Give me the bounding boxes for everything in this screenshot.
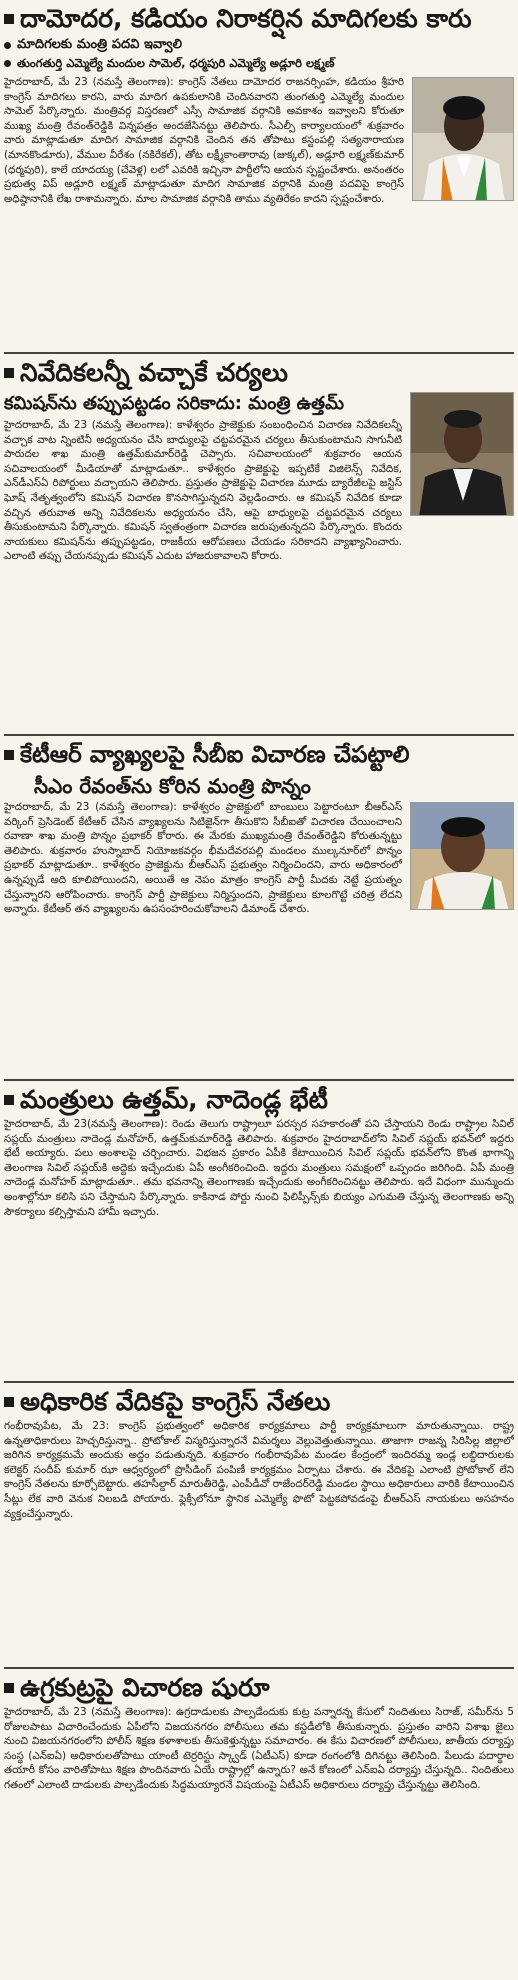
article-ministers-meet <box>4 1081 514 1383</box>
article-headline: అధికారిక వేదికపై కాంగ్రెస్ నేతలు <box>4 1383 514 1419</box>
article-subheading: మాదిగలకు మంత్రి పదవి ఇవ్వాలి <box>4 36 514 54</box>
square-bullet-icon <box>4 1397 14 1407</box>
minister-photo <box>410 392 514 516</box>
square-bullet-icon <box>4 1683 14 1693</box>
article-headline: నివేదికలన్నీ వచ్చాకే చర్యలు <box>4 354 514 390</box>
article-body: హైదరాబాద్, మే 23 (నమస్తే తెలంగాణ): కాళేశ్వరం ప్రాజెక్టులో బాంబులు పెట్టారంటూ బీఆర్‌ఎస్ వర్కింగ్ ప్రెసిడెంట్ కేటీఆర్ చేసిన వ్యాఖ్యలను సిటిజైన్‌గా తీసుకొని సీబీఐతో విచారణ చేయించాలని రవాణా శాఖ మంత్రి పొన్నం ప్రభాకర్ కోరారు. ఈ మేరకు ముఖ్యమంత్రి రేవంత్‌రెడ్డిని కోరుతున్నట్టు తెలిపారు. శుక్రవారం హుస్నాబాద్ నియోజకవర్గం భీమదేవరపల్లి మండలం ముల్కనూర్‌లో పొన్నం ప్రభాకర్ మాట్లాడుతూ.. కాళేశ్వరం ప్రాజెక్టును బీఆర్‌ఎస్ ప్రభుత్వం నిర్మించిందని, వారు అధికారంలో ఉన్నప్పుడే అది కూలిపోయిందని, అయితే ఆ నెపం మాత్రం కాంగ్రెస్ పార్టీ మీదకు నెట్టే ప్రయత్నం చేస్తున్నారని ఆరోపించారు. కాంగ్రెస్ పార్టీ ప్రాజెక్టులు నిర్మిస్తుందని, ప్రాజెక్టులు కూలగొట్టే చరిత్ర లేదని అన్నారు. కేటీఆర్ తన వ్యాఖ్యలను ఉపసంహరించుకోవాలని డిమాండ్ చేశారు. <box>4 801 402 916</box>
square-bullet-icon <box>4 1095 14 1105</box>
article-body: హైదరాబాద్, మే 23 (నమస్తే తెలంగాణ): కాంగ్రెస్ నేతలు దామోదర రాజనర్సింహ, కడియం శ్రీహరి కాంగ్రెస్ మాదిగలు కారని, వారు మాదిగ ఉపకులానికి చెందినవారని తుంగతుర్తి ఎమ్మెల్యే మందుల సామెల్ పేర్కొన్నారు. మంత్రివర్గ విస్తరణలో ఎస్సీ సామాజిక వర్గానికి అవకాశం ఇవ్వాలని కోరుతూ ముఖ్య మంత్రి రేవంత్‌రెడ్డికి విన్నపత్రం అందజేసినట్టు తెలిపారు. సీఎల్పీ కార్యాలయంలో శుక్రవారం వారు మాట్లాడుతూ మాదిగ సామాజిక వర్గానికి చెందిన తన తోపాటు కస్టంపల్లి సత్యనారాయణ (మానకొండూరు), వేముల వీరేశం (నకిరేకల్), తోట లక్ష్మీకాంతారావు (జుక్కల్), అడ్లూరి లక్ష్మణ్‌కుమార్ (ధర్మపురి), కాలే యాదయ్య (చేవెళ్ల) లలో ఎవరికి ఇచ్చినా పార్టీలోని ఆయన స్పష్టంచేశారు. అనంతరం ప్రభుత్వ విప్ అడ్లూరి లక్ష్మణ్ మాట్లాడుతూ మాదిగ సామాజిక వర్గానికి మంత్రి పదవిపై కాంగ్రెస్ అధిష్ఠానానికి లేఖ రాశామన్నారు. మాల సామాజిక వర్గానికి తాము వ్యతిరేకం కాదని స్పష్టంచేశారు. <box>4 76 404 205</box>
article-terror-probe <box>4 1669 514 1969</box>
article-subheading: కమిషన్‌ను తప్పుపట్టడం సరికాదు: మంత్రి ఉత్తమ్ <box>4 393 345 414</box>
article-cbi <box>4 736 514 1081</box>
square-bullet-icon <box>4 750 14 760</box>
article-subheading: సీఎం రేవంత్‌ను కోరిన మంత్రి పొన్నం <box>34 774 311 798</box>
square-bullet-icon <box>4 368 14 378</box>
article-headline: ఉగ్రకుట్రపై విచారణ షురూ <box>4 1669 514 1705</box>
dot-bullet-icon <box>4 42 11 49</box>
article-headline: కేటీఆర్ వ్యాఖ్యలపై సీబీఐ విచారణ చేపట్టాలి <box>4 736 514 772</box>
article-commission <box>4 354 514 736</box>
square-bullet-icon <box>4 14 14 24</box>
article-headline: మంత్రులు ఉత్తమ్, నాదెండ్ల భేటీ <box>4 1081 514 1117</box>
article-subheading: తుంగతుర్తి ఎమ్మెల్యే మందుల సామెల్, ధర్మపురి ఎమ్మెల్యే అడ్లూరి లక్ష్మణ్ <box>4 54 514 72</box>
article-body: హైదరాబాద్, మే 23 (నమస్తే తెలంగాణ): ఉగ్రదాడులకు పాల్పడేందుకు కుట్ర పన్నారన్న కేసులో నిందితులు సిరాజ్, సమీర్‌ను 5 రోజులపాటు విచారించేందుకు ఏపీలోని విజయనగరం పోలీసులు తమ కస్టడీలోకి తీసుకున్నారు. ప్రస్తుతం వారిని విశాఖ జైలు నుంచి విజయనగరంలోని పోలీస్ శిక్షణ కళాశాలకు తీసుకెళ్తున్నట్టు సమాచారం. ఈ కేసు విచారణలో పోలీసులు, జాతీయ దర్యాప్తు సంస్థ (ఎన్‌ఐఏ) అధికారులతోపాటు యాంటీ టెర్రరిస్టు స్క్వాడ్ (ఏటీఎస్) కూడా రంగంలోకి దిగినట్టు తెలిసింది. పేలుడు పదార్థాల తయారీ కోసం వారితోపాటు శిక్షణ పొందినవారు ఏయే రాష్ట్రాల్లో ఉన్నారు? అనే కోణంలో ఎన్‌ఐఏ దర్యాప్తు చేస్తున్నది.. నిందితులు గతంలో ఎలాంటి దాడులకు పాల్పడేందుకు సిద్ధమయ్యారనే విషయంపై ఏటీఎస్ అధికారులు దర్యాప్తు చేస్తున్నట్టు తెలిసింది. <box>4 1706 514 1791</box>
article-congress-stage <box>4 1383 514 1669</box>
article-body: హైదరాబాద్, మే 23(నమస్తే తెలంగాణ): రెండు తెలుగు రాష్ట్రాలూ పరస్పర సహకారంతో పని చేస్తాయని రెండు రాష్ట్రాల సివిల్ సప్లయ్ మంత్రులు నాదెండ్ల మనోహర్, ఉత్తమ్‌కుమార్‌రెడ్డి తెలిపారు. శుక్రవారం హైదరాబాద్‌లోని సివిల్ సప్లయ్ భవన్‌లో ఇద్దరు భేటీ అయ్యారు. పలు అంశాలపై చర్చించారు. విభజన ప్రకారం ఏపీకి కేటాయించిన సివిల్ సప్లయ్ భవన్‌లోని కొంత భాగాన్ని తెలంగాణ సివిల్ సప్లయ్‌కి అద్దెకు ఇచ్చేందుకు ఏపీ అంగీకరించింది. ఇద్దరు మంత్రులు సమక్షంలో ఒప్పందం జరిగింది. ఏపీ మంత్రి నాదెండ్ల మనోహర్ మాట్లాడుతూ.. తమ భవనాన్ని తెలంగాణకు ఇచ్చేందుకు అంగీకరించినట్టు తెలిపారు. ఇదే విధంగా మున్ముందు అంశాల్లోనూ కలిసి పని చేస్తామని పేర్కొన్నారు. కాకినాడ పోర్టు నుంచి ఫిలిప్పీన్స్‌కు బియ్యం ఎగుమతి చేస్తున్న తెలంగాణకు అన్ని సౌకర్యాలు కల్పిస్తామని హామీ ఇచ్చారు. <box>4 1118 514 1218</box>
politician-photo <box>412 77 514 201</box>
dot-bullet-icon <box>4 60 11 67</box>
article-headline: దామోదర, కడియం నిరాకర్షిన మాదిగలకు కారు <box>4 0 514 36</box>
article-body: హైదరాబాద్, మే 23 (నమస్తే తెలంగాణ): కాళేశ్వరం ప్రాజెక్టుకు సంబంధించిన విచారణ నివేదికలన్నీ వచ్చాక వాట న్నింటినీ అధ్యయనం చేసి బాధ్యులపై చట్టపరమైన చర్యలు తీసుకుంటామని సాగునీటి పారుదల శాఖ మంత్రి ఉత్తమ్‌కుమార్‌రెడ్డి చెప్పారు. సచివాలయంలో శుక్రవారం ఆయన సచివాలయంలో మీడియాతో మాట్లాడుతూ.. కాళేశ్వరం ప్రాజెక్టుపై ఇప్పటికే విజిలెన్స్ నివేదిక, ఎన్‌డీఎస్‌ఏ రిపోర్టులు వచ్చాయని తెలిపారు. ప్రస్తుతం ప్రాజెక్టుపై విచారణ మూడు బ్యారేజీలపై జస్టిస్ ఘోష్ నేతృత్వంలోని కమిషన్ విచారణ కొనసాగిస్తున్నదని వెల్లడించారు. ఆ కమిషన్ నివేదిక కూడా వచ్చిన తరువాత అన్ని నివేదికలను అధ్యయనం చేసి, ఆపై బాధ్యులపై చట్టపరమైన చర్యలు తీసుకుంటామని పేర్కొన్నారు. కమిషన్ స్వతంత్రంగా విచారణ జరుపుతున్నదని పేర్కొన్నారు. కొందరు నాయకులు కమిషన్‌ను తప్పుపట్టడం, రాజకీయ ఆరోపణలు చేయడం సరికాదని వ్యాఖ్యానించారు. ఎలాంటి తప్పు చేయనప్పుడు కమిషన్ ఎదుట హాజరుకావాలని కోరారు. <box>4 419 402 563</box>
article-body: గంభీరావుపేట, మే 23: కాంగ్రెస్ ప్రభుత్వంలో అధికారిక కార్యక్రమాలు పార్టీ కార్యక్రమాలుగా మారుతున్నాయి. రాష్ట్ర ఉన్నతాధికారులు హెచ్చరిస్తున్నా.. ప్రోటోకాల్ విస్మరిస్తున్నారనే విమర్శలు వెల్లువెత్తుతున్నాయి. తాజాగా రాజన్న సిరిసిల్ల జిల్లాలో జరిగిన కార్యక్రమమే అందుకు అద్దం పడుతున్నది. శుక్రవారం గంభీరావుపేట మండల కేంద్రంలో ఇందిరమ్మ ఇండ్ల లబ్ధిదారులకు కలెక్టర్ సందీప్ కుమార్ ఝా ఆధ్వర్యంలో ప్రొసీడింగ్ పంపిణీ కార్యక్రమం ఏర్పాటు చేశారు. ఈ వేదికపై ఎలాంటి ప్రోటోకాల్ లేని కాంగ్రెస్ నేతలను కూర్చోబెట్టారు. తహసీల్దార్ మారుతీరెడ్డి, ఎంపీడీవో రాజేందర్‌రెడ్డి మండల స్థాయి అధికారులు వారికి కేటాయించిన సీట్లు లేక వారి వెనుక నిలబడి పోయారు. ఫ్లెక్సీలోనూ స్థానిక ఎమ్మెల్యే ఫొటో పెట్టకపోవడంపై బీఆర్‌ఎస్ నాయకులు అసహనం వ్యక్తంచేస్తున్నారు. <box>4 1420 514 1520</box>
minister-photo <box>410 802 514 910</box>
article-madiga <box>4 0 514 354</box>
